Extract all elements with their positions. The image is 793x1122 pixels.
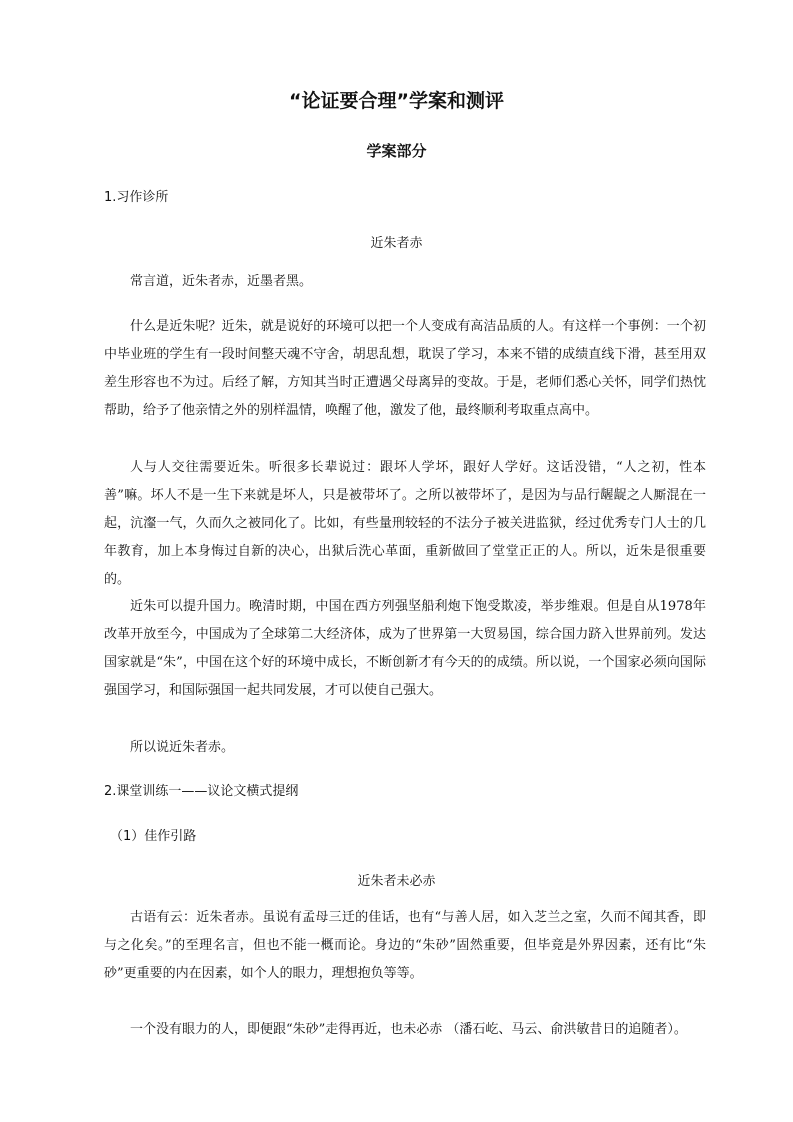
essay-title-1: 近朱者赤 — [370, 236, 423, 251]
document-title: “论证要合理”学案和测评 — [289, 90, 504, 112]
section-heading-1: 1.习作诊所 — [104, 190, 169, 205]
essay-title-2: 近朱者未必赤 — [357, 874, 436, 889]
document-subtitle: 学案部分 — [366, 142, 427, 160]
essay1-paragraph: 常言道，近朱者赤，近墨者黑。 — [130, 274, 313, 289]
section-heading-2: 2.课堂训练一——议论文横式提纲 — [104, 784, 299, 799]
essay2-paragraph: 一个没有眼力的人，即便跟“朱砂”走得再近，也未必赤 （潘石屹、马云、俞洪敏昔日的追随者）。 — [130, 1022, 687, 1037]
essay2-paragraph: 古语有云：近朱者赤。虽说有孟母三迁的佳话，也有“与善人居，如入芝兰之室，久而不闻其香，即与之化矣。”的至理名言，但也不能一概而论。身边的“朱砂”固然重要，但毕竟是外界因素，还有比“朱砂”更重要的内在因素，如个人的眼力，理想抱负等等。 — [104, 910, 706, 981]
subsection-heading: （1）佳作引路 — [110, 829, 197, 844]
essay1-paragraph: 人与人交往需要近朱。听很多长辈说过：跟坏人学坏，跟好人学好。这话没错，“人之初，性本善”嘛。坏人不是一生下来就是坏人，只是被带坏了。之所以被带坏了，是因为与品行龌龊之人厮混在一起，沆瀣一气，久而久之被同化了。比如，有些量刑较轻的不法分子被关进监狱，经过优秀专门人士的几年教育，加上本身悔过自新的决心，出狱后洗心革面，重新做回了堂堂正正的人。所以，近朱是很重要的。 — [104, 460, 706, 587]
essay1-paragraph: 什么是近朱呢？近朱，就是说好的环境可以把一个人变成有高洁品质的人。有这样一个事例：一个初中毕业班的学生有一段时间整天魂不守舍，胡思乱想，耽误了学习，本来不错的成绩直线下滑，甚至用双差生形容也不为过。后经了解，方知其当时正遭遇父母离异的变故。于是，老师们悉心关怀，同学们热忱帮助，给予了他亲情之外的别样温情，唤醒了他，激发了他，最终顺利考取重点高中。 — [104, 319, 706, 418]
essay1-paragraph: 近朱可以提升国力。晚清时期，中国在西方列强坚船利炮下饱受欺凌，举步维艰。但是自从1978年改革开放至今，中国成为了全球第二大经济体，成为了世界第一大贸易国，综合国力跻入世界前列。发达国家就是“朱”，中国在这个好的环境中成长，不断创新才有今天的的成绩。所以说，一个国家必须向国际强国学习，和国际强国一起共同发展，才可以使自己强大。 — [104, 599, 706, 698]
essay1-paragraph: 所以说近朱者赤。 — [130, 740, 235, 755]
